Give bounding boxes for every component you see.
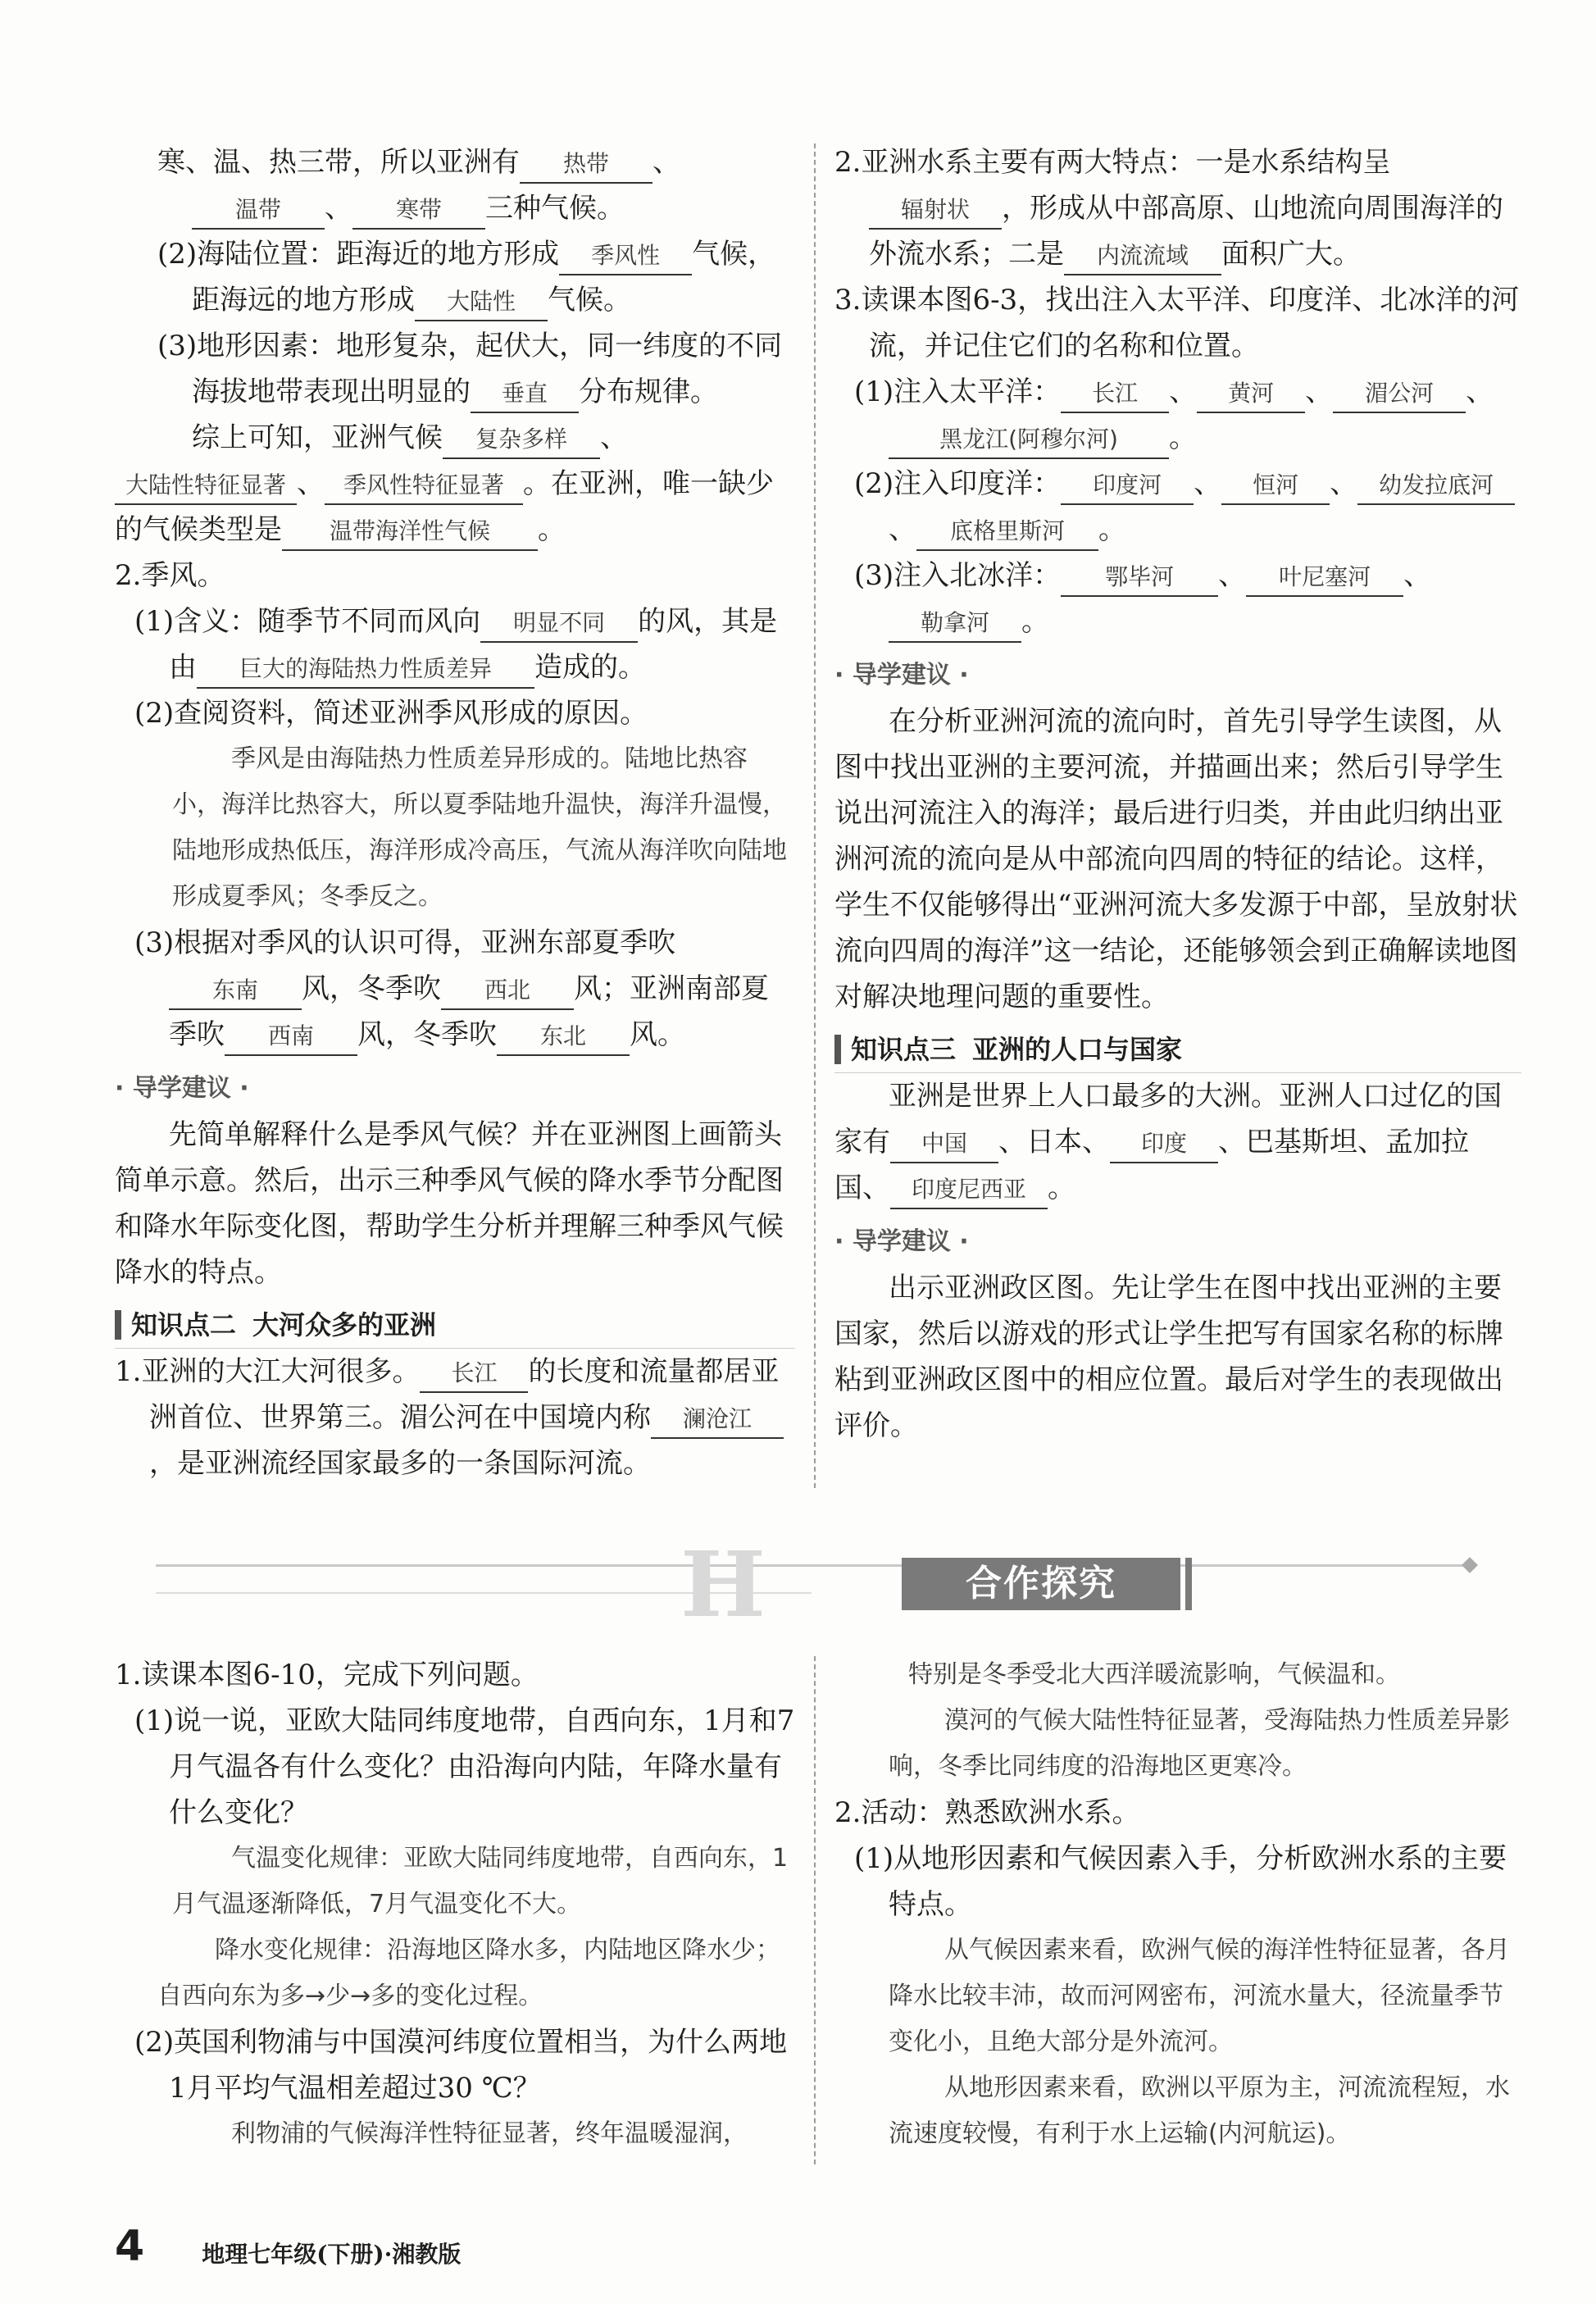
right-column-bottom — [834, 1652, 1521, 2157]
page-number: 4 — [115, 2222, 145, 2271]
terrain-factor-answer: 从地形因素来看，欧洲以平原为主，河流流程短，水流速度较慢，有利于水上运输(内河航运)。 — [889, 2073, 1510, 2148]
blank-answer: 勒拿河 — [889, 605, 1021, 643]
banner-line — [156, 1564, 1476, 1567]
climate-zones-line: 寒、温、热三带，所以亚洲有 热带 、温带 、 寒带 三种气候。 — [115, 139, 795, 231]
blank-answer: 西北 — [441, 972, 574, 1010]
arctic-ocean-rivers: (3)注入北冰洋： 鄂毕河 、 叶尼塞河 、勒拿河 。 — [834, 553, 1521, 644]
left-column-top — [115, 139, 795, 1486]
temperature-answer: 气温变化规律：亚欧大陆同纬度地带，自西向东，1月气温逐渐降低，7月气温变化不大。 — [172, 1844, 789, 1918]
blank-answer: 底格里斯河 — [916, 513, 1098, 551]
blank-answer: 温带 — [192, 192, 325, 230]
monsoon-wind-directions: (3)根据对季风的认识可得，亚洲东部夏季吹东南 风，冬季吹 西北 风；亚洲南部夏季吹 西南 风，冬季吹 东北 风。 — [115, 920, 795, 1058]
header-bar — [834, 1035, 841, 1064]
blank-answer: 辐射状 — [869, 192, 1002, 230]
monsoon-question: (2)查阅资料，简述亚洲季风形成的原因。 — [134, 697, 648, 730]
blank-answer: 巨大的海陆热力性质差异 — [197, 651, 534, 689]
blank-answer: 鄂毕河 — [1061, 559, 1218, 597]
liverpool-answer-cont: 特别是冬季受北大西洋暖流影响，气候温和。 — [908, 1660, 1400, 1689]
book-title: 地理七年级(下册)·湘教版 — [202, 2241, 462, 2268]
blank-answer: 印度尼西亚 — [890, 1172, 1048, 1209]
monsoon-answer: 季风是由海陆热力性质差异形成的。陆地比热容小，海洋比热容大，所以夏季陆地升温快，海洋升温慢，陆地形成热低压，海洋形成冷高压，气流从海洋吹向陆地形成夏季风；冬季反之。 — [172, 744, 787, 911]
guide-body: 出示亚洲政区图。先让学生在图中找出亚洲的主要国家，然后以游戏的形式让学生把写有国家名称的标牌粘到亚洲政区图中的相应位置。最后对学生的表现做出评价。 — [834, 1272, 1503, 1442]
guide-title: · 导学建议 · — [834, 1227, 969, 1256]
knowledge-point-two-header: 知识点二 大河众多的亚洲 — [115, 1302, 795, 1349]
pacific-rivers: (1)注入太平洋： 长江 、 黄河 、 湄公河 、黑龙江(阿穆尔河) 。 — [834, 369, 1521, 461]
blank-answer: 西南 — [225, 1018, 357, 1056]
terrain-factor: (3)地形因素：地形复杂，起伏大，同一纬度的不同海拔地带表现出明显的 垂直 分布规律。 — [115, 323, 795, 415]
blank-answer: 叶尼塞河 — [1246, 559, 1403, 597]
question-two-part-one: (1)从地形因素和气候因素入手，分析欧洲水系的主要特点。 — [854, 1842, 1507, 1921]
banner-tick — [1185, 1558, 1192, 1610]
right-column-top — [834, 139, 1521, 1449]
water-system-features: 2.亚洲水系主要有两大特点：一是水系结构呈辐射状 ，形成从中部高原、山地流向周围海洋的外流水系；二是 内流流域 面积广大。 — [834, 139, 1521, 277]
blank-answer: 黄河 — [1197, 375, 1305, 413]
blank-answer: 恒河 — [1221, 467, 1330, 505]
indian-ocean-rivers: (2)注入印度洋： 印度河 、 恒河 、 幼发拉底河、 底格里斯河 。 — [834, 461, 1521, 553]
mohe-answer: 漠河的气候大陆性特征显著，受海陆热力性质差异影响，冬季比同纬度的沿海地区更寒冷。 — [889, 1706, 1510, 1781]
left-column-bottom — [115, 1652, 795, 2157]
liverpool-answer: 利物浦的气候海洋性特征显著，终年温暖湿润， — [231, 2119, 748, 2148]
blank-answer: 大陆性特征显著 — [115, 467, 297, 505]
question-one-part-two: (2)英国利物浦与中国漠河纬度位置相当，为什么两地1月平均气温相差超过30 ℃？ — [134, 2026, 788, 2105]
blank-answer: 湄公河 — [1333, 375, 1466, 413]
blank-answer: 中国 — [890, 1126, 998, 1163]
guide-title: · 导学建议 · — [115, 1074, 249, 1103]
column-divider — [814, 1656, 816, 2164]
guide-body: 先简单解释什么是季风气候？并在亚洲图上画箭头简单示意。然后，出示三种季风气候的降水季节分配图和降水年际变化图，帮助学生分析并理解三种季风气候降水的特点。 — [115, 1118, 784, 1289]
major-rivers-line: 1.亚洲的大江大河很多。 长江 的长度和流量都居亚洲首位、世界第三。湄公河在中国境内称 澜沧江，是亚洲流经国家最多的一条国际河流。 — [115, 1349, 795, 1486]
knowledge-point-three-header: 知识点三 亚洲的人口与国家 — [834, 1026, 1521, 1073]
cooperative-inquiry-banner — [156, 1532, 1476, 1637]
blank-answer: 印度河 — [1061, 467, 1194, 505]
monsoon-heading: 2.季风。 — [115, 559, 225, 592]
banner-letter: H — [680, 1532, 766, 1637]
blank-answer: 东北 — [497, 1018, 630, 1056]
blank-answer: 幼发拉底河 — [1357, 467, 1515, 505]
precipitation-answer: 降水变化规律：沿海地区降水多，内陆地区降水少；自西向东为多→少→多的变化过程。 — [157, 1936, 780, 2010]
diamond-icon — [1462, 1557, 1478, 1573]
blank-answer: 内流流域 — [1064, 238, 1221, 275]
question-one-part-one: (1)说一说，亚欧大陆同纬度地带，自西向东，1月和7月气温各有什么变化？由沿海向内陆，年降水量有什么变化？ — [134, 1704, 795, 1829]
read-map-instruction: 3.读课本图6-3，找出注入太平洋、印度洋、北冰洋的河流，并记住它们的名称和位置。 — [834, 284, 1520, 362]
blank-answer: 寒带 — [352, 192, 485, 230]
blank-answer: 印度 — [1110, 1126, 1218, 1163]
blank-answer: 季风性 — [559, 238, 692, 275]
column-divider — [814, 143, 816, 1488]
blank-answer: 季风性特征显著 — [325, 467, 523, 505]
monsoon-definition: (1)含义：随季节不同而风向 明显不同 的风，其是由 巨大的海陆热力性质差异 造成的。 — [115, 599, 795, 690]
population-countries: 亚洲是世界上人口最多的大洲。亚洲人口过亿的国家有 中国 、日本、 印度 、巴基斯坦、孟加拉国、 印度尼西亚 。 — [834, 1073, 1521, 1211]
blank-answer: 长江 — [420, 1355, 528, 1393]
climate-factor-answer: 从气候因素来看，欧洲气候的海洋性特征显著，各月降水比较丰沛，故而河网密布，河流水量大，径流量季节变化小，且绝大部分是外流河。 — [889, 1936, 1510, 2056]
blank-answer: 澜沧江 — [651, 1401, 784, 1439]
blank-answer: 大陆性 — [415, 284, 548, 321]
blank-answer: 垂直 — [471, 375, 579, 413]
header-bar — [115, 1310, 121, 1340]
guide-title: · 导学建议 · — [834, 661, 969, 690]
blank-answer: 东南 — [169, 972, 302, 1010]
question-one: 1.读课本图6-10，完成下列问题。 — [115, 1659, 539, 1691]
blank-answer: 热带 — [520, 146, 652, 184]
page-footer — [115, 2214, 771, 2271]
blank-answer: 长江 — [1061, 375, 1169, 413]
sea-land-position: (2)海陆位置：距海近的地方形成 季风性 气候，距海远的地方形成 大陆性 气候。 — [115, 231, 795, 323]
blank-answer: 温带海洋性气候 — [282, 513, 538, 551]
banner-label: 合作探究 — [902, 1558, 1180, 1610]
blank-answer: 黑龙江(阿穆尔河) — [889, 421, 1169, 459]
guide-body: 在分析亚洲河流的流向时，首先引导学生读图，从图中找出亚洲的主要河流，并描画出来；然后引导学生说出河流注入的海洋；最后进行归类，并由此归纳出亚洲河流的流向是从中部流向四周的特征的结论。这样，学生不仅能够得出“亚洲河流大多发源于中部，呈放射状流向四周的海洋”这一结论，还能够领会到正确解读地图对解决地理问题的重要性。 — [834, 705, 1518, 1013]
blank-answer: 明显不同 — [480, 605, 638, 643]
climate-summary: 综上可知，亚洲气候 复杂多样 、大陆性特征显著 、 季风性特征显著 。在亚洲，唯一缺少的气候类型是 温带海洋性气候 。 — [115, 415, 795, 553]
blank-answer: 复杂多样 — [443, 421, 600, 459]
question-two: 2.活动：熟悉欧洲水系。 — [834, 1796, 1140, 1829]
